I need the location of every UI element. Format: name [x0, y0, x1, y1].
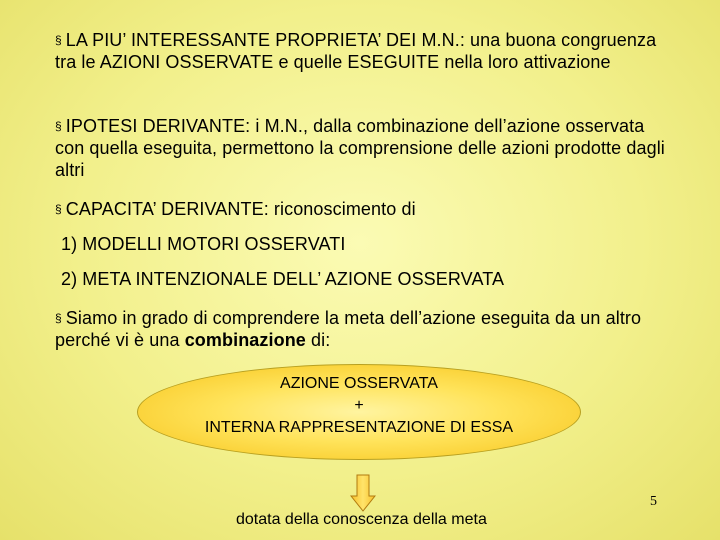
- paragraph-text: CAPACITA’ DERIVANTE: riconoscimento di: [65, 199, 416, 219]
- bullet-icon: §: [55, 202, 62, 216]
- paragraph-text: IPOTESI DERIVANTE: i M.N., dalla combinazione dell’azione osservata con quella eseguita, permettono la comprensione delle azioni prodotte dagli altri: [55, 116, 665, 180]
- paragraph-capacita: [55, 198, 675, 220]
- paragraph-text-bold: combinazione: [184, 330, 306, 350]
- bullet-icon: §: [55, 311, 62, 325]
- paragraph-ipotesi: [55, 115, 675, 181]
- bullet-icon: §: [55, 119, 62, 133]
- paragraph-siamo: [55, 307, 675, 351]
- paragraph-proprieta: [55, 29, 675, 73]
- list-item-meta: 2) META INTENZIONALE DELL’ AZIONE OSSERVATA: [61, 269, 505, 289]
- down-arrow-icon: [350, 474, 376, 512]
- paragraph-text-end: di:: [305, 330, 331, 350]
- list-item-modelli: 1) MODELLI MOTORI OSSERVATI: [61, 234, 346, 254]
- ellipse-line-internal: INTERNA RAPPRESENTAZIONE DI ESSA: [204, 419, 514, 436]
- paragraph-text: LA PIU’ INTERESSANTE PROPRIETA’ DEI M.N.: una buona congruenza tra le AZIONI OSSERVATE e quelle ESEGUITE nella loro attivazione: [55, 30, 657, 72]
- paragraph-text-start: Siamo in grado di comprendere la meta dell’azione eseguita da un altro perché vi è una: [55, 308, 642, 350]
- bullet-icon: §: [55, 33, 62, 47]
- bottom-caption: dotata della conoscenza della meta: [236, 511, 487, 528]
- page-number: 5: [650, 494, 657, 509]
- ellipse-line-observed: AZIONE OSSERVATA: [280, 375, 438, 392]
- ellipse-line-plus: +: [354, 397, 364, 414]
